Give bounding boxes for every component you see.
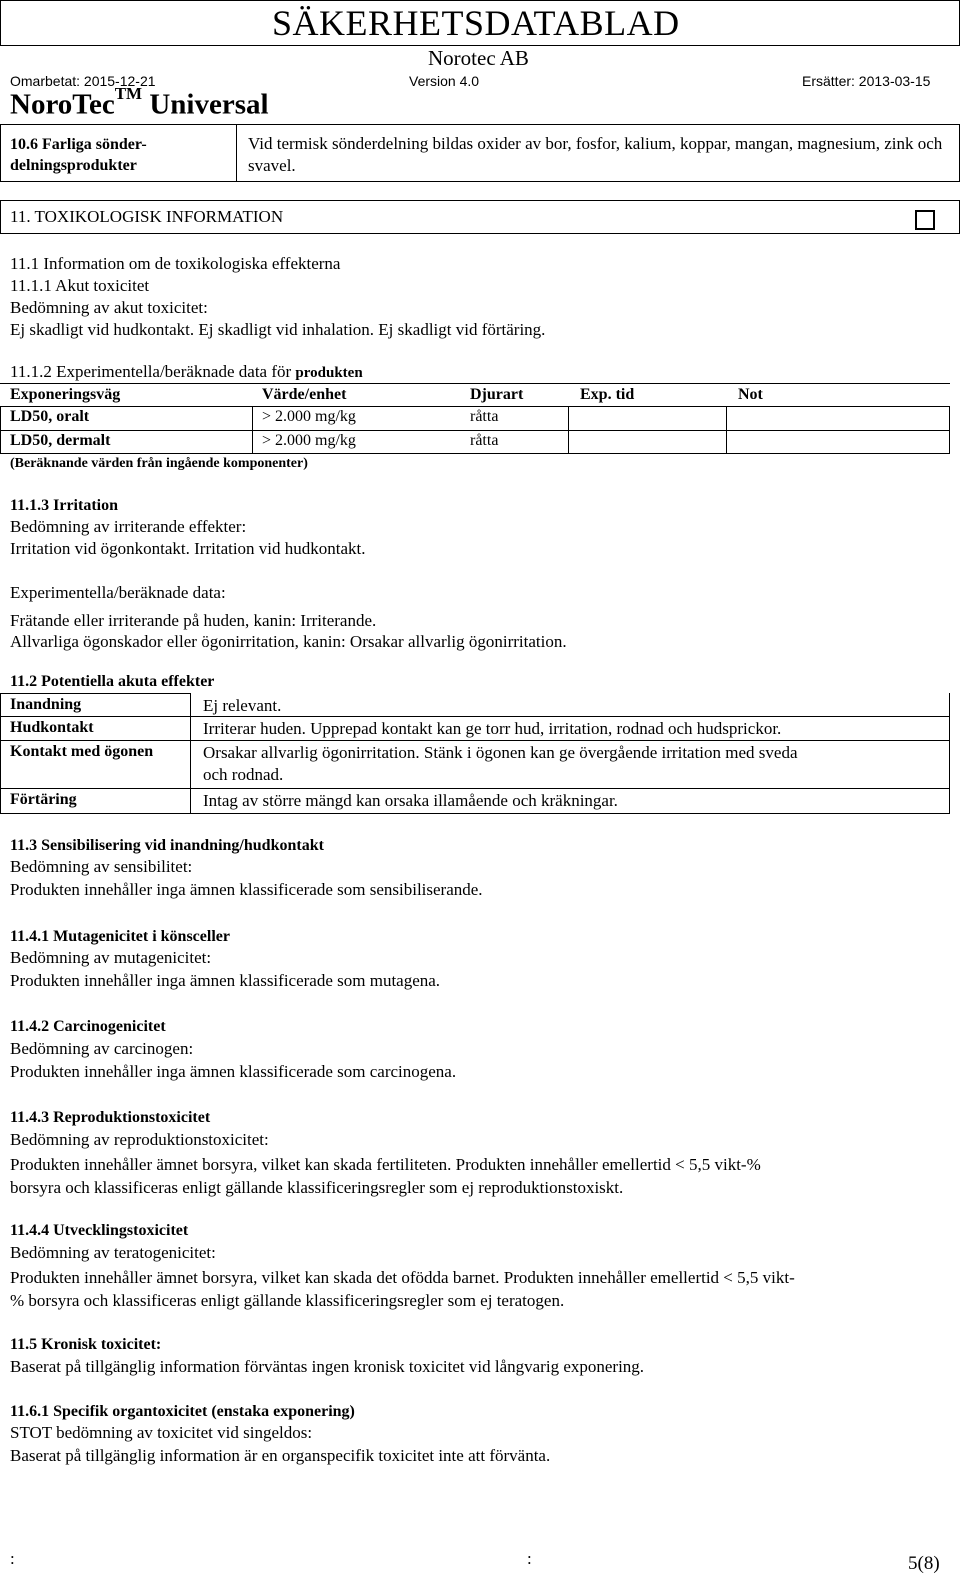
section-11-5-heading: 11.5 Kronisk toxicitet: [10, 1336, 162, 1353]
sensitisation-text: Produkten innehåller inga ämnen klassificerade som sensibiliserande. [10, 880, 483, 899]
experimental-line-1: Frätande eller irriterande på huden, kanin: Irriterande. [10, 611, 377, 630]
reproductive-toxicity-line-2: borsyra och klassificeras enligt gällande klassificeringsregler som ej reproduktionstoxiskt. [10, 1178, 624, 1197]
table-row-1-value: > 2.000 mg/kg [262, 408, 356, 425]
acute-assessment-label: Bedömning av akut toxicitet: [10, 298, 208, 317]
effect-route-skin: Hudkontakt [10, 719, 94, 736]
table-row-divider [0, 430, 950, 431]
effect-route-eyes: Kontakt med ögonen [10, 743, 154, 760]
section-11-4-2-heading: 11.4.2 Carcinogenicitet [10, 1018, 166, 1035]
replaces-date: Ersätter: 2013-03-15 [802, 73, 931, 89]
section-11-6-1-heading: 11.6.1 Specifik organtoxicitet (enstaka exponering) [10, 1403, 355, 1420]
table-header-species: Djurart [470, 386, 524, 403]
section-11-1-heading: 11.1 Information om de toxikologiska effekterna [10, 254, 341, 273]
section-11-1-2-suffix: produkten [295, 365, 363, 381]
chronic-toxicity-text: Baserat på tillgänglig information förväntas ingen kronisk toxicitet vid långvarig exponering. [10, 1357, 645, 1376]
irritation-text: Irritation vid ögonkontakt. Irritation vid hudkontakt. [10, 539, 366, 558]
teratogenicity-line-1: Produkten innehåller ämnet borsyra, vilket kan skada det ofödda barnet. Produkten innehåller emellertid < 5,5 vikt- [10, 1268, 795, 1287]
page-number: 5(8) [908, 1553, 940, 1574]
section-11-4-4-heading: 11.4.4 Utvecklingstoxicitet [10, 1222, 189, 1239]
table-top-rule [0, 383, 950, 384]
footer-mark-left: : [10, 1549, 15, 1568]
stot-label: STOT bedömning av toxicitet vid singeldos: [10, 1423, 313, 1442]
effects-row-2-rule [0, 740, 950, 741]
trademark-mark: TM [114, 84, 143, 103]
carcinogenicity-label: Bedömning av carcinogen: [10, 1039, 194, 1058]
teratogenicity-label: Bedömning av teratogenicitet: [10, 1243, 216, 1262]
checkbox-icon [915, 210, 935, 230]
section-11-2-heading: 11.2 Potentiella akuta effekter [10, 673, 215, 690]
effect-text-eyes-cont: och rodnad. [203, 765, 284, 784]
effects-col-divider [190, 693, 191, 814]
table-header-route: Exponeringsväg [10, 386, 121, 403]
product-name [10, 84, 269, 122]
effect-text-eyes: Orsakar allvarlig ögonirritation. Stänk i ögonen kan ge övergående irritation med sveda [203, 743, 798, 762]
table-row-1-route: LD50, oralt [10, 408, 90, 425]
experimental-line-2: Allvarliga ögonskador eller ögonirritation, kanin: Orsakar allvarlig ögonirritation. [10, 632, 567, 651]
section-11-4-1-heading: 11.4.1 Mutagenicitet i könsceller [10, 928, 230, 945]
sensitisation-label: Bedömning av sensibilitet: [10, 857, 193, 876]
footer-mark-middle: : [527, 1549, 532, 1568]
section-10-6-label: 10.6 Farliga sönder- delningsprodukter [10, 136, 147, 174]
section-11-1-3-heading: 11.1.3 Irritation [10, 497, 118, 514]
table-row-1-species: råtta [470, 408, 499, 425]
revised-date: Omarbetat: 2015-12-21 [10, 73, 156, 89]
table-header-value: Värde/enhet [262, 386, 347, 403]
effect-route-inhalation: Inandning [10, 696, 82, 713]
product-name-suffix: Universal [149, 88, 269, 121]
table-row-2-value: > 2.000 mg/kg [262, 432, 356, 449]
irritation-label: Bedömning av irriterande effekter: [10, 517, 247, 536]
section-11-3-heading: 11.3 Sensibilisering vid inandning/hudkontakt [10, 837, 324, 854]
teratogenicity-line-2: % borsyra och klassificeras enligt gällande klassificeringsregler som ej teratogen. [10, 1291, 565, 1310]
stot-text: Baserat på tillgänglig information är en organspecifik toxicitet inte att förvänta. [10, 1446, 551, 1465]
effect-text-inhalation: Ej relevant. [203, 696, 282, 715]
mutagenicity-text: Produkten innehåller inga ämnen klassificerade som mutagena. [10, 971, 441, 990]
table-header-exp-time: Exp. tid [580, 386, 635, 403]
effects-row-3-rule [0, 788, 950, 789]
mutagenicity-label: Bedömning av mutagenicitet: [10, 948, 212, 967]
section-11-1-2-title: 11.1.2 Experimentella/beräknade data för [10, 362, 292, 381]
table-col-divider-3 [726, 406, 727, 454]
table-row-2-species: råtta [470, 432, 499, 449]
section-11-title: 11. TOXIKOLOGISK INFORMATION [10, 207, 284, 226]
table-col-divider-1 [252, 406, 253, 454]
section-11-1-2-heading [10, 362, 363, 382]
table-col-divider-2 [568, 406, 569, 454]
product-name-main: NoroTec [10, 88, 115, 121]
table-footnote: (Beräknande värden från ingående komponenter) [10, 456, 308, 471]
table-row-2-route: LD50, dermalt [10, 432, 111, 449]
effect-text-ingestion: Intag av större mängd kan orsaka illamående och kräkningar. [203, 791, 618, 810]
acute-assessment-text: Ej skadligt vid hudkontakt. Ej skadligt vid inhalation. Ej skadligt vid förtäring. [10, 320, 546, 339]
section-11-4-3-heading: 11.4.3 Reproduktionstoxicitet [10, 1109, 211, 1126]
section-10-6-divider [236, 124, 237, 182]
carcinogenicity-text: Produkten innehåller inga ämnen klassificerade som carcinogena. [10, 1062, 457, 1081]
section-11-1-1-heading: 11.1.1 Akut toxicitet [10, 276, 150, 295]
reproductive-toxicity-label: Bedömning av reproduktionstoxicitet: [10, 1130, 269, 1149]
version: Version 4.0 [409, 73, 480, 89]
effect-text-skin: Irriterar huden. Upprepad kontakt kan ge torr hud, irritation, rodnad och hudsprickor. [203, 719, 782, 738]
reproductive-toxicity-line-1: Produkten innehåller ämnet borsyra, vilket kan skada fertiliteten. Produkten innehåller emellertid < 5,5 vikt-% [10, 1155, 761, 1174]
experimental-label: Experimentella/beräknade data: [10, 583, 226, 602]
section-10-6-text: Vid termisk sönderdelning bildas oxider av bor, fosfor, kalium, koppar, mangan, magnesium, zink och svavel. [248, 134, 943, 175]
company-name: Norotec AB [428, 46, 529, 70]
effect-route-ingestion: Förtäring [10, 791, 77, 808]
document-title: SÄKERHETSDATABLAD [272, 3, 680, 43]
table-header-note: Not [738, 386, 763, 403]
effects-row-1-rule [0, 716, 950, 717]
